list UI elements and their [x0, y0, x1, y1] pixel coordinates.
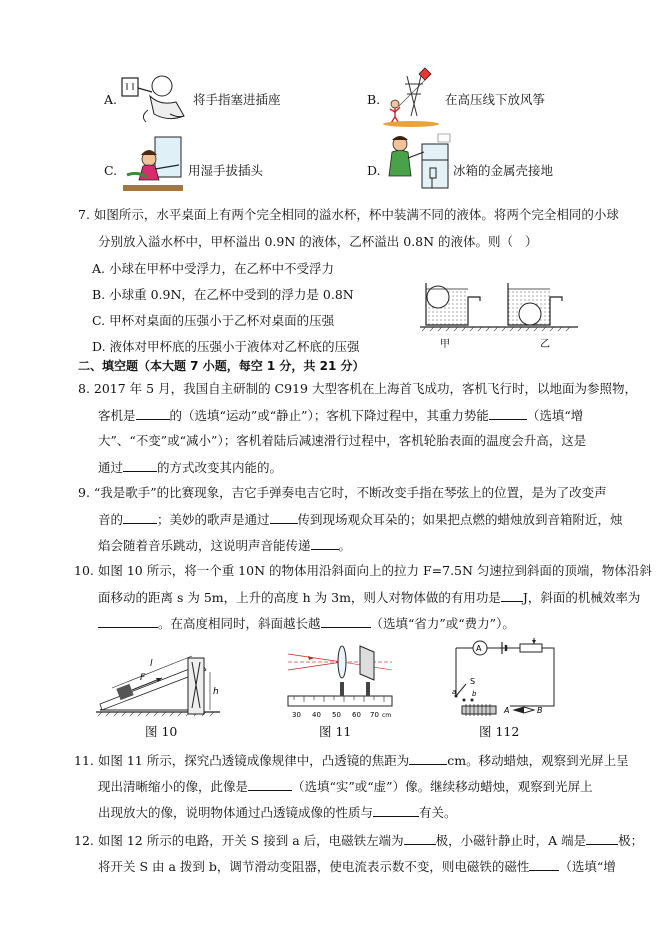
q8-line1: 8. 2017 年 5 月，我国自主研制的 C919 大型客机在上海首飞成功，客机飞行时，以地面为参照物， — [78, 381, 637, 396]
option-b-text: 在高压线下放风筝 — [445, 92, 546, 107]
option-d-text: 冰箱的金属壳接地 — [453, 163, 554, 178]
q10-line1: 10. 如图 10 所示，将一个重 10N 的物体用沿斜面向上的拉力 F=7.5N 匀速拉到斜面的顶端，物体沿斜 — [74, 563, 652, 578]
ruler-tick-60: 60 — [352, 711, 361, 719]
q8-line2 — [98, 407, 583, 424]
q8-l2a: 客机是 — [98, 408, 136, 423]
ruler-unit: cm — [382, 712, 392, 719]
ammeter-label: A — [476, 644, 482, 653]
switch-a-label: a — [452, 688, 457, 696]
q11-l2b: （选填“实”或“虚”）像。继续移动蜡烛，观察到光屏上 — [292, 779, 593, 794]
blank — [136, 407, 170, 420]
ruler-tick-70: 70 — [370, 711, 379, 719]
ruler-tick-50: 50 — [332, 711, 341, 719]
q8-l2b: 的（选填“运动”或“静止”）；客机下降过程中，其重力势能 — [169, 408, 489, 423]
blank — [586, 832, 618, 845]
q10-l2a: 面移动的距离 s 为 5m，上升的高度 h 为 3m，则人对物体做的有用功是 — [98, 590, 501, 605]
needle-A-label: A — [504, 706, 510, 715]
fig11-caption: 图 11 — [319, 724, 352, 739]
q11-l1b: cm。移动蜡烛，观察到光屏上呈 — [447, 753, 629, 768]
blank — [123, 511, 157, 524]
blank — [311, 537, 339, 550]
option-a-text: 将手指塞进插座 — [193, 92, 281, 107]
q9-line1: 9. “我是歌手”的比赛现象，吉它手弹奏电吉它时，不断改变手指在琴弦上的位置，是为了改变声 — [78, 485, 607, 500]
q7-line2: 分别放入溢水杯中，甲杯溢出 0.9N 的液体，乙杯溢出 0.8N 的液体。则（ — [98, 234, 514, 249]
q11-l3a: 出现放大的像，说明物体通过凸透镜成像的性质与 — [98, 805, 374, 820]
option-a-letter: A. — [104, 92, 118, 107]
fridge-grounding-illustration — [378, 132, 454, 194]
q7-line1: 7. 如图所示，水平桌面上有两个完全相同的溢水杯，杯中装满不同的液体。将两个完全相同的小球 — [78, 207, 619, 222]
q8-line4 — [98, 459, 282, 476]
q10-l2b: J，斜面的机械效率为 — [522, 590, 641, 605]
q10-l3c: （选填“省力”或“费力”）。 — [370, 616, 515, 631]
q8-line3: 大”、“不变”或“减小”）；客机着陆后减速滑行过程中，客机轮胎表面的温度会升高，这是 — [98, 433, 587, 448]
q10-line3 — [98, 615, 515, 632]
blank — [409, 752, 447, 765]
blank — [321, 615, 371, 628]
q12-line1 — [74, 832, 643, 849]
q7-line2-close: ） — [525, 234, 538, 249]
q9-l3b: 。 — [338, 538, 352, 553]
q8-l2c: （选填“增 — [526, 408, 584, 423]
section-title: 二、填空题（本大题 7 小题，每空 1 分，共 21 分） — [78, 359, 365, 373]
q9-l2c: 传到现场观众耳朵的；如果把点燃的蜡烛放到音箱附近，烛 — [297, 512, 623, 527]
fig10-caption: 图 10 — [145, 724, 178, 739]
blank — [123, 459, 157, 472]
switch-b-label: b — [472, 690, 477, 698]
ruler-tick-30: 30 — [292, 711, 301, 719]
blank — [98, 615, 158, 628]
overflow-cups-figure — [420, 275, 580, 355]
wet-hand-plug-illustration — [121, 135, 189, 193]
ruler-tick-40: 40 — [312, 711, 321, 719]
blank — [501, 589, 523, 602]
q12-l2b: （选填“增 — [559, 859, 616, 874]
q7-option-a: A. 小球在甲杯中受浮力，在乙杯中不受浮力 — [92, 261, 334, 276]
q12-l1c: 极； — [618, 833, 644, 848]
q9-line2 — [98, 511, 623, 528]
q10-l3b: 。在高度相同时，斜面越长越 — [158, 616, 321, 631]
q11-line2 — [98, 778, 593, 795]
blank — [270, 511, 298, 524]
q11-l3b: 有关。 — [419, 805, 457, 820]
blank — [489, 407, 527, 420]
option-b-letter: B. — [367, 92, 381, 107]
plug-socket-child-illustration — [120, 70, 192, 125]
switch-S-label: S — [470, 677, 476, 686]
q7-option-d: D. 液体对甲杯底的压强小于液体对乙杯底的压强 — [92, 339, 360, 354]
q10-line2 — [98, 589, 640, 606]
q11-l2a: 现出清晰缩小的像，此像是 — [98, 779, 249, 794]
q9-line3 — [98, 537, 351, 554]
q8-l4b: 的方式改变其内能的。 — [157, 460, 283, 475]
incline-l-label: l — [150, 659, 153, 669]
fig-cup-label-right: 乙 — [540, 339, 550, 350]
option-c-text: 用湿手拔插头 — [188, 163, 264, 178]
incline-figure — [92, 642, 224, 720]
q11-line3 — [98, 804, 457, 821]
blank — [248, 778, 292, 791]
q11-l1a: 11. 如图 11 所示，探究凸透镜成像规律中，凸透镜的焦距为 — [74, 753, 410, 768]
lens-bench-figure — [284, 640, 394, 722]
q9-l2a: 音的 — [98, 512, 124, 527]
option-c-letter: C. — [104, 163, 118, 178]
q12-l1b: 极，小磁针静止时，A 端是 — [435, 833, 587, 848]
q8-l4a: 通过 — [98, 460, 124, 475]
q9-l2b: ；美妙的歌声是通过 — [157, 512, 270, 527]
q11-line1 — [74, 752, 629, 769]
electromagnet-circuit-figure — [450, 636, 560, 722]
needle-B-label: B — [537, 706, 543, 715]
fig-cup-label-left: 甲 — [440, 339, 450, 350]
blank — [404, 832, 436, 845]
blank — [529, 858, 559, 871]
q12-line2 — [98, 858, 616, 875]
q7-option-b: B. 小球重 0.9N，在乙杯中受到的浮力是 0.8N — [92, 287, 354, 302]
blank — [373, 804, 419, 817]
q12-l1a: 12. 如图 12 所示的电路，开关 S 接到 a 后，电磁铁左端为 — [74, 833, 404, 848]
q12-l2a: 将开关 S 由 a 拨到 b，调节滑动变阻器，使电流表示数不变，则电磁铁的磁性 — [98, 859, 530, 874]
incline-h-label: h — [213, 687, 219, 697]
incline-F-label: F — [140, 673, 146, 683]
fig12-caption: 图 112 — [479, 724, 520, 739]
q7-option-c: C. 甲杯对桌面的压强小于乙杯对桌面的压强 — [92, 313, 335, 328]
kite-power-line-illustration — [381, 66, 443, 128]
option-d-letter: D. — [367, 163, 381, 178]
q9-l3a: 焰会随着音乐跳动，这说明声音能传递 — [98, 538, 311, 553]
